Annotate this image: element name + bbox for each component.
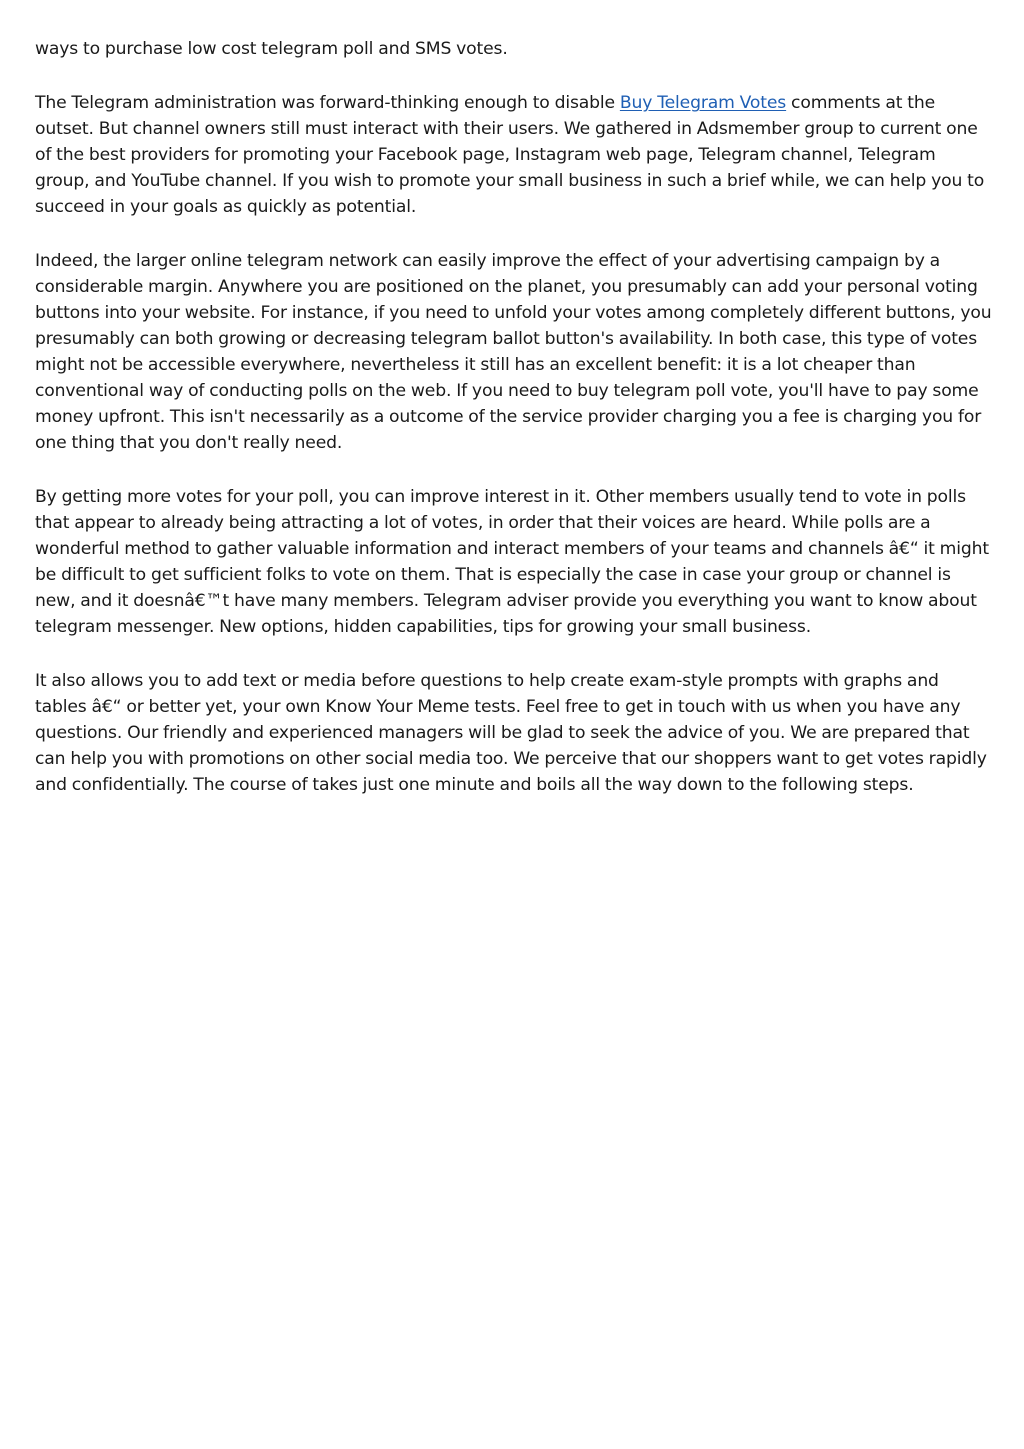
paragraph-3: Indeed, the larger online telegram network can easily improve the effect of your advertising campaign by a considerable margin. Anywhere you are positioned on the planet, you presumably can add your personal voting buttons into your website. For instance, if you need to unfold your votes among completely different buttons, you presumably can both growing or decreasing telegram ballot button's availability. In both case, this type of votes might not be accessible everywhere, nevertheless it still has an excellent benefit: it is a lot cheaper than conventional way of conducting polls on the web. If you need to buy telegram poll vote, you'll have to pay some money upfront. This isn't necessarily as a outcome of the service provider charging you a fee is charging you for one thing that you don't really need. [35, 251, 992, 453]
paragraph-2-rest: comments at the outset. But channel owners still must interact with their users. We gathered in Adsmember group to current one of the best providers for promoting your Facebook page, Instagram web page, Telegram channel, Telegram group, and YouTube channel. If you wish to promote your small business in such a brief while, we can help you to succeed in your goals as quickly as potential. [35, 93, 985, 218]
paragraph-1: ways to purchase low cost telegram poll and SMS votes. [35, 39, 508, 59]
paragraph-5: It also allows you to add text or media before questions to help create exam-style prompts with graphs and tables â€“ or better yet, your own Know Your Meme tests. Feel free to get in touch with us when you have any questions. Our friendly and experienced managers will be glad to seek the advice of you. We are prepared that can help you with promotions on other social media too. We perceive that our shoppers want to get votes rapidly and confidentially. The course of takes just one minute and boils all the way down to the following steps. [35, 671, 987, 795]
paragraph-4: By getting more votes for your poll, you can improve interest in it. Other members usually tend to vote in polls that appear to already being attracting a lot of votes, in order that their voices are heard. While polls are a wonderful method to gather valuable information and interact members of your teams and channels â€“ it might be difficult to get sufficient folks to vote on them. That is especially the case in case your group or channel is new, and it doesnâ€™t have many members. Telegram adviser provide you everything you want to know about telegram messenger. New options, hidden capabilities, tips for growing your small business. [35, 487, 989, 637]
paragraph-2-intro: The Telegram administration was forward-thinking enough to disable [35, 93, 620, 114]
buy-telegram-votes-link[interactable]: Buy Telegram Votes [619, 93, 787, 114]
document-body [35, 37, 993, 827]
paragraph-2 [35, 91, 993, 221]
